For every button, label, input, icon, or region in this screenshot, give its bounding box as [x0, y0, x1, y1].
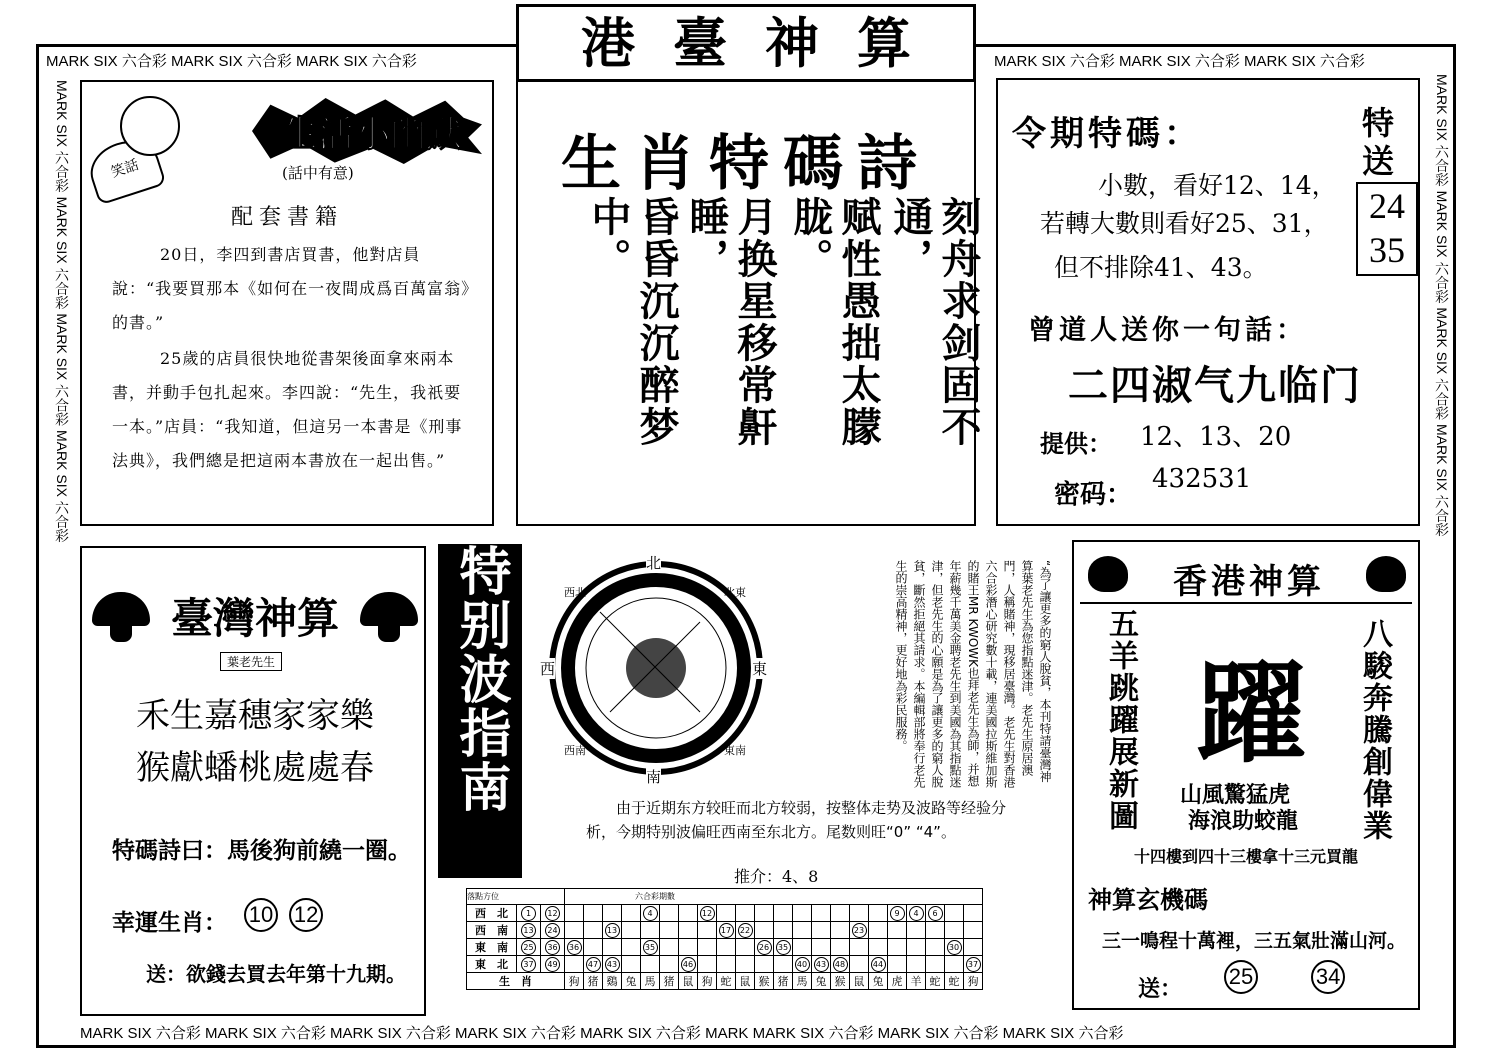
- grid-cell: [869, 939, 888, 956]
- grid-mark: 47: [586, 957, 601, 972]
- hk-send-label: 送：: [1138, 976, 1183, 1002]
- grid-cell: [793, 922, 812, 939]
- zodiac-cell: 蛇: [717, 973, 736, 990]
- saying-text: 二四淑气九临门: [1068, 363, 1362, 409]
- hk-send-numbers: [1224, 960, 1351, 994]
- grid-cell: [850, 956, 869, 973]
- grid-cell: [907, 922, 926, 939]
- grid-cell: [698, 922, 717, 939]
- cartoon-face-icon: [120, 96, 180, 156]
- tip-line-3: 但不排除41、43。: [1054, 253, 1268, 282]
- grid-cell: [945, 956, 964, 973]
- grid-cell: [736, 939, 755, 956]
- provide-value: 12、13、20: [1140, 422, 1292, 452]
- grid-mark: 48: [833, 957, 848, 972]
- lucky-number-1: 10: [244, 898, 278, 932]
- row-range-b: 24: [541, 922, 565, 939]
- table-header-a: 落點方位: [467, 889, 565, 905]
- grid-cell: [641, 905, 660, 922]
- table-row: [467, 905, 983, 922]
- grid-mark: 26: [757, 940, 772, 955]
- grid-cell: [698, 905, 717, 922]
- frog-icon-left: [1088, 556, 1128, 592]
- grid-mark: 35: [643, 940, 658, 955]
- lucky-label: 幸運生肖：: [112, 909, 227, 936]
- grid-cell: [717, 905, 736, 922]
- grid-mark: 22: [738, 923, 753, 938]
- grid-cell: [831, 939, 850, 956]
- fan-icon: 笑話: [83, 133, 166, 206]
- grid-mark: 9: [890, 906, 905, 921]
- hk-code-heading: 神算玄機碼: [1088, 886, 1208, 914]
- zodiac-cell: 狗: [964, 973, 983, 990]
- hk-left-column: 五羊跳躍展新圖: [1103, 608, 1138, 832]
- grid-cell: [755, 956, 774, 973]
- zodiac-cell: 猪: [584, 973, 603, 990]
- row-direction: 東 北: [467, 956, 517, 973]
- hk-phrase-2: 海浪助蛟龍: [1188, 808, 1299, 834]
- grid-cell: [812, 922, 831, 939]
- grid-cell: [622, 922, 641, 939]
- code-label: 密码：: [1054, 480, 1133, 510]
- compass-south: 南: [646, 768, 662, 786]
- taiwan-box: [80, 546, 426, 1016]
- compass-east: 東: [752, 660, 768, 678]
- grid-cell: [964, 956, 983, 973]
- grid-cell: [717, 939, 736, 956]
- grid-cell: [793, 956, 812, 973]
- grid-cell: [641, 922, 660, 939]
- zodiac-cell: 猴: [831, 973, 850, 990]
- humor-paragraph-2: 25歲的店員很快地從書架後面拿來兩本書，并動手包扎起來。李四說：“先生，我祇要一本。”店員：“我知道，但這另一本書是《刑事法典》，我們總是把這兩本書放在一起出售。”: [112, 349, 463, 470]
- tip-heading: 令期特碼：: [1012, 114, 1202, 154]
- special-title-box: [438, 544, 522, 878]
- grid-cell: [584, 956, 603, 973]
- hk-big-char: 躍: [1196, 649, 1306, 778]
- grid-cell: [945, 939, 964, 956]
- grid-cell: [774, 922, 793, 939]
- grid-cell: [565, 922, 584, 939]
- zodiac-cell: 兔: [812, 973, 831, 990]
- compass-north: 北: [646, 554, 662, 572]
- tip-side-number-1: 24: [1369, 186, 1405, 226]
- row-range-b: 49: [541, 956, 565, 973]
- grid-mark: 37: [966, 957, 981, 972]
- grid-cell: [603, 939, 622, 956]
- humor-paragraph-1: 20日，李四到書店買書，他對店員說：“我要買那本《如何在一夜間成爲百萬富翁》的書。”: [112, 245, 471, 332]
- grid-cell: [812, 939, 831, 956]
- hk-phrase-1: 山風驚猛虎: [1180, 782, 1291, 808]
- tip-line-1: 小數，看好12、14，: [1098, 171, 1337, 200]
- special-recommend: 推介：4、8: [734, 867, 819, 886]
- grid-mark: 6: [928, 906, 943, 921]
- zodiac-cell: 猴: [755, 973, 774, 990]
- zodiac-cell: 猪: [774, 973, 793, 990]
- zodiac-cell: 兔: [622, 973, 641, 990]
- grid-cell: [945, 905, 964, 922]
- grid-cell: [774, 956, 793, 973]
- grid-cell: [888, 939, 907, 956]
- special-grid: [466, 888, 983, 990]
- table-row: [467, 922, 983, 939]
- grid-cell: [603, 922, 622, 939]
- grid-mark: 4: [909, 906, 924, 921]
- hk-send-number-1: 25: [1224, 960, 1258, 994]
- left-border-strip: MARK SIX 六合彩 MARK SIX 六合彩 MARK SIX 六合彩 MARK SIX 六合彩: [54, 80, 70, 543]
- grid-cell: [622, 905, 641, 922]
- grid-cell: [755, 939, 774, 956]
- grid-cell: [603, 956, 622, 973]
- grid-cell: [698, 956, 717, 973]
- lucky-number-2: 12: [289, 898, 323, 932]
- grid-cell: [869, 922, 888, 939]
- zodiac-cell: 鷄: [603, 973, 622, 990]
- row-range-a: 1: [517, 905, 541, 922]
- grid-cell: [812, 905, 831, 922]
- grid-cell: [945, 922, 964, 939]
- bottom-border-strip: MARK SIX 六合彩 MARK SIX 六合彩 MARK SIX 六合彩 MARK SIX 六合彩 MARK SIX 六合彩 MARK MARK SIX 六合彩 MARK SIX 六合彩 MARK SIX 六合彩: [80, 1025, 1124, 1042]
- row-range-a: 13: [517, 922, 541, 939]
- hk-title: 香港神算: [1173, 562, 1325, 602]
- grid-cell: [850, 905, 869, 922]
- hk-box: [1072, 540, 1420, 1010]
- zodiac-cell: 羊: [907, 973, 926, 990]
- saying-heading: 曾道人送你一句話：: [1028, 315, 1307, 346]
- grid-cell: [907, 956, 926, 973]
- grid-mark: 40: [795, 957, 810, 972]
- row-direction: 西 北: [467, 905, 517, 922]
- row-range-b: 12: [541, 905, 565, 922]
- zodiac-cell: 虎: [888, 973, 907, 990]
- poem-box: [516, 78, 982, 526]
- grid-cell: [831, 905, 850, 922]
- row-range-b: 36: [541, 939, 565, 956]
- grid-cell: [964, 922, 983, 939]
- row-direction: 西 南: [467, 922, 517, 939]
- grid-cell: [679, 922, 698, 939]
- tip-side-number-2: 35: [1369, 230, 1405, 270]
- grid-mark: 35: [776, 940, 791, 955]
- code-value: 432531: [1152, 464, 1252, 494]
- grid-cell: [565, 905, 584, 922]
- special-analysis: 由于近期东方较旺而北方较弱，按整体走势及波路等经验分析，今期特别波偏旺西南至东北方。尾数则旺“0” “4”。: [586, 799, 1007, 841]
- compass-southwest: 西南: [564, 744, 586, 757]
- grid-cell: [755, 905, 774, 922]
- zodiac-cell: 兔: [869, 973, 888, 990]
- table-header-row: [467, 889, 983, 905]
- grid-mark: 43: [605, 957, 620, 972]
- grid-cell: [717, 956, 736, 973]
- table-row: [467, 939, 983, 956]
- grid-cell: [736, 905, 755, 922]
- grid-cell: [850, 939, 869, 956]
- hk-tip-line: 十四樓到四十三樓拿十三元買龍: [1133, 847, 1358, 866]
- taiwan-line-2: 猴獻蟠桃處處春: [136, 748, 374, 788]
- grid-cell: [907, 939, 926, 956]
- grid-cell: [964, 939, 983, 956]
- tip-line-2: 若轉大數則看好25、31，: [1040, 209, 1329, 238]
- zodiac-cell: 馬: [641, 973, 660, 990]
- compass-northeast: 北東: [724, 586, 746, 599]
- top-border-strip-right: MARK SIX 六合彩 MARK SIX 六合彩 MARK SIX 六合彩: [994, 53, 1365, 70]
- provide-label: 提供：: [1040, 429, 1112, 458]
- grid-cell: [641, 956, 660, 973]
- compass-southeast: 東南: [724, 744, 746, 757]
- grid-cell: [888, 922, 907, 939]
- zodiac-cell: 鼠: [679, 973, 698, 990]
- grid-cell: [774, 939, 793, 956]
- hk-code-line: 三一鳴程十萬裡，三五氣壯滿山河。: [1102, 930, 1407, 952]
- grid-cell: [831, 956, 850, 973]
- grid-cell: [584, 922, 603, 939]
- grid-cell: [584, 939, 603, 956]
- grid-cell: [603, 905, 622, 922]
- grid-cell: [926, 905, 945, 922]
- special-article: “為了讓更多的窮人脫貧，本刊特請臺灣神算葉老先生為您指點迷津。老先生原居澳門，人稱賭神，現移居臺灣。老先生對香港六合彩潛心研究數十載，連美國拉斯維加斯的賭王MR KWOWK也拜老先生為師，并想年薪幾千萬美金聘老先生到美國為其指點迷津，但老先生的心願是為了讓更多的窮人脫貧，斷然拒絕其請求。本編輯部將奉行老先生的崇高精神，更好地為彩民服務。: [894, 560, 1052, 788]
- tip-side-number-box: [1356, 182, 1418, 276]
- humor-title: 生活小幽默: [281, 114, 462, 155]
- grid-cell: [888, 905, 907, 922]
- zodiac-cell: 馬: [793, 973, 812, 990]
- grid-mark: 12: [700, 906, 715, 921]
- grid-cell: [964, 905, 983, 922]
- grid-cell: [869, 905, 888, 922]
- grid-cell: [793, 905, 812, 922]
- grid-mark: 36: [567, 940, 582, 955]
- grid-cell: [926, 939, 945, 956]
- zodiac-cell: 鼠: [736, 973, 755, 990]
- poem-column-2: 赋性愚拙太朦胧。: [787, 196, 882, 448]
- compass-northwest: 西北: [564, 586, 586, 599]
- grid-cell: [622, 956, 641, 973]
- lucky-numbers: [244, 898, 329, 932]
- grid-cell: [736, 956, 755, 973]
- taiwan-poem-line: 特碼詩曰：馬後狗前繞一圈。: [112, 838, 411, 864]
- poem-column-1: 刻舟求剑固不通，: [887, 196, 982, 448]
- humor-heading: 配套書籍: [230, 205, 343, 230]
- grid-cell: [793, 939, 812, 956]
- humor-subtitle: (話中有意): [282, 164, 354, 182]
- taiwan-send-line: 送：欲錢去買去年第十九期。: [146, 962, 406, 986]
- grid-cell: [926, 956, 945, 973]
- grid-cell: [831, 922, 850, 939]
- table-header-b: 六合彩期數: [565, 889, 983, 905]
- grid-mark: 23: [852, 923, 867, 938]
- grid-cell: [622, 939, 641, 956]
- grid-cell: [698, 939, 717, 956]
- grid-mark: 13: [605, 923, 620, 938]
- grid-mark: 46: [681, 957, 696, 972]
- zodiac-cell: 蛇: [945, 973, 964, 990]
- compass: [540, 552, 780, 792]
- grid-mark: 44: [871, 957, 886, 972]
- page-title: 港臺神算: [581, 11, 949, 75]
- frog-icon-right: [1366, 556, 1406, 592]
- grid-cell: [660, 939, 679, 956]
- mushroom-stem-left: [110, 620, 132, 642]
- grid-cell: [679, 939, 698, 956]
- top-border-strip-left: MARK SIX 六合彩 MARK SIX 六合彩 MARK SIX 六合彩: [46, 53, 417, 70]
- grid-cell: [717, 922, 736, 939]
- grid-cell: [679, 956, 698, 973]
- row-direction: 東 南: [467, 939, 517, 956]
- row-range-a: 37: [517, 956, 541, 973]
- grid-cell: [641, 939, 660, 956]
- zodiac-cell: 狗: [698, 973, 717, 990]
- zodiac-row: [467, 973, 983, 990]
- grid-cell: [565, 956, 584, 973]
- grid-cell: [660, 956, 679, 973]
- taiwan-line-1: 禾生嘉穗家家樂: [136, 696, 374, 736]
- compass-west: 西: [540, 660, 556, 678]
- tip-box: [996, 78, 1420, 526]
- grid-cell: [565, 939, 584, 956]
- grid-cell: [660, 905, 679, 922]
- humor-box: [80, 80, 494, 526]
- mushroom-stem-right: [378, 620, 400, 642]
- grid-cell: [736, 922, 755, 939]
- grid-cell: [812, 956, 831, 973]
- special-vertical-title: 特别波指南: [450, 544, 510, 814]
- grid-cell: [660, 922, 679, 939]
- grid-cell: [850, 922, 869, 939]
- tip-side-label: 特送: [1362, 104, 1395, 180]
- zodiac-cell: 猪: [660, 973, 679, 990]
- table-row: [467, 956, 983, 973]
- zodiac-label: 生 肖: [467, 973, 565, 990]
- grid-cell: [926, 922, 945, 939]
- hk-right-column: 八駿奔騰創偉業: [1357, 618, 1392, 842]
- page-title-box: [516, 4, 976, 82]
- grid-cell: [888, 956, 907, 973]
- grid-cell: [907, 905, 926, 922]
- grid-cell: [774, 905, 793, 922]
- grid-cell: [869, 956, 888, 973]
- grid-cell: [584, 905, 603, 922]
- zodiac-cell: 狗: [565, 973, 584, 990]
- taiwan-title: 臺灣神算: [170, 594, 339, 643]
- hk-send-number-2: 34: [1311, 960, 1345, 994]
- poem-column-4: 昏昏沉沉醉梦中。: [585, 196, 680, 448]
- right-border-strip: MARK SIX 六合彩 MARK SIX 六合彩 MARK SIX 六合彩 MARK SIX 六合彩: [1434, 74, 1450, 537]
- poem-title: 生肖特碼詩: [561, 129, 931, 199]
- grid-cell: [755, 922, 774, 939]
- grid-mark: 4: [643, 906, 658, 921]
- row-range-a: 25: [517, 939, 541, 956]
- grid-mark: 17: [719, 923, 734, 938]
- grid-mark: 30: [947, 940, 962, 955]
- zodiac-cell: 蛇: [926, 973, 945, 990]
- zodiac-cell: 鼠: [850, 973, 869, 990]
- poem-column-3: 月换星移常鼾睡，: [683, 196, 778, 448]
- taiwan-tag: 葉老先生: [220, 652, 282, 671]
- special-table: [466, 888, 1046, 990]
- grid-mark: 43: [814, 957, 829, 972]
- grid-cell: [679, 905, 698, 922]
